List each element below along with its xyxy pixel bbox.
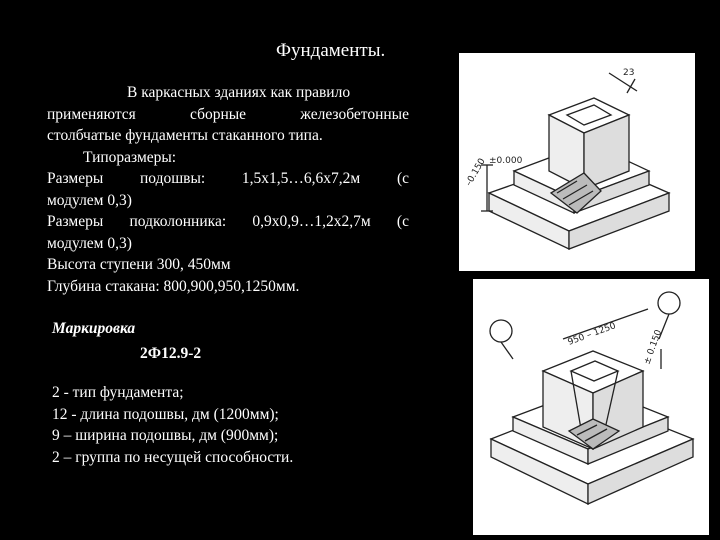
- marking-code: 2Ф12.9-2: [140, 344, 202, 362]
- text-word: применяются: [47, 105, 136, 123]
- legend-item: 2 – группа по несущей способности.: [52, 448, 294, 466]
- text-word: подколонника:: [129, 213, 227, 230]
- text-word: Размеры: [47, 213, 104, 230]
- marking-label: Маркировка: [52, 320, 136, 337]
- text-word: 0,9х0,9…1,2х2,7м: [252, 213, 371, 230]
- text-line: [47, 104, 409, 126]
- text-line: В каркасных зданиях как правило: [127, 84, 351, 101]
- legend-item: 9 – ширина подошвы, дм (900мм);: [52, 427, 279, 444]
- page-title: Фундаменты.: [276, 40, 386, 61]
- text-line: Высота ступени 300, 450мм: [47, 256, 231, 273]
- marking-block: [52, 318, 201, 364]
- description-text: [47, 82, 409, 297]
- text-line: Типоразмеры:: [83, 148, 177, 166]
- foundation-sketch-2: [473, 279, 709, 535]
- text-word: (с: [396, 213, 409, 230]
- foundation-drawing-2: [473, 279, 709, 535]
- dimension-label: 950 – 1250: [566, 321, 618, 348]
- text-line: Глубина стакана: 800,900,950,1250мм.: [47, 277, 300, 295]
- text-line: [47, 211, 409, 233]
- text-line: [47, 168, 409, 190]
- foundation-sketch-1: [459, 53, 695, 271]
- text-word: сборные: [190, 105, 247, 123]
- text-word: 1,5х1,5…6,6х7,2м: [241, 170, 361, 187]
- dimension-label: 23: [623, 68, 635, 78]
- text-line: столбчатые фундаменты стаканного типа.: [47, 127, 323, 144]
- dimension-label: –0.150: [463, 156, 488, 189]
- text-word: железобетонные: [300, 105, 409, 123]
- legend-item: 2 - тип фундамента;: [52, 384, 184, 401]
- foundation-drawing-1: [459, 53, 695, 271]
- text-line: модулем 0,3): [47, 191, 132, 209]
- text-word: Размеры: [47, 170, 104, 187]
- text-word: (с: [396, 170, 409, 187]
- text-line: модулем 0,3): [47, 234, 132, 252]
- marking-legend: [52, 382, 293, 468]
- text-word: подошвы:: [139, 170, 206, 187]
- dimension-label: ±0.000: [489, 156, 523, 166]
- dimension-label: ± 0.150: [642, 328, 665, 367]
- legend-item: 12 - длина подошвы, дм (1200мм);: [52, 405, 279, 423]
